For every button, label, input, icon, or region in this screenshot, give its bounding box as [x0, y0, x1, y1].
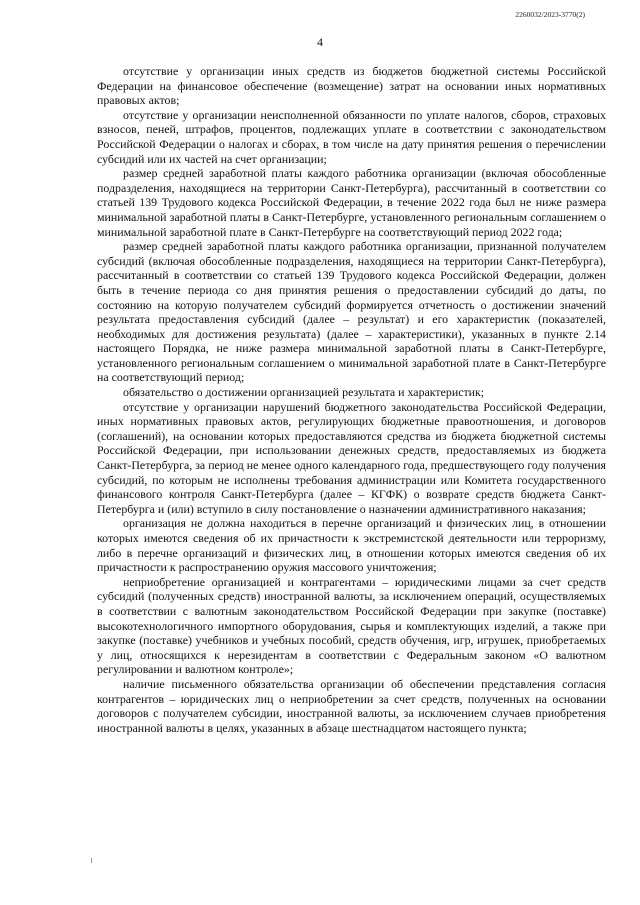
paragraph: отсутствие у организации иных средств из бюджетов бюджетной системы Российской Федерации на финансовое обеспечение (возмещение) затрат на основании иных нормативных правовых актов;: [97, 64, 606, 108]
scan-artifact: [91, 858, 92, 863]
paragraph: размер средней заработной платы каждого работника организации, признанной получателем субсидий (включая обособленные подразделения, находящиеся на территории Санкт-Петербурга), рассчитанный в соответствии со статьей 139 Трудового кодекса Российской Федерации, должен быть в течение периода со дня принятия решения о предоставлении субсидий до даты, по состоянию на которую получателем субсидий формируется отчетность о достижении значений результата предоставления субсидий (далее – результат) и его характеристик (показателей, необходимых для достижения результата) (далее – характеристики), указанных в пункте 2.14 настоящего Порядка, не ниже размера минимальной заработной платы в Санкт-Петербурге, установленного региональным соглашением о минимальной заработной плате в Санкт-Петербурге на соответствующий период;: [97, 239, 606, 385]
paragraph: организация не должна находиться в перечне организаций и физических лиц, в отношении которых имеются сведения об их причастности к экстремистской деятельности или терроризму, либо в перечне организаций и физических лиц, в отношении которых имеются сведения об их причастности к распространению оружия массового уничтожения;: [97, 516, 606, 575]
paragraph: обязательство о достижении организацией результата и характеристик;: [123, 385, 485, 400]
paragraph: наличие письменного обязательства организации об обеспечении представления согласия контрагентов – юридических лиц о неприобретении за счет средств, полученных на основании договоров с получателем субсидии, иностранной валюты, за исключением случаев приобретения иностранной валюты в целях, указанных в абзаце шестнадцатом настоящего пункта;: [97, 676, 606, 735]
paragraph: отсутствие у организации нарушений бюджетного законодательства Российской Федерации, иных нормативных правовых актов, регулирующих бюджетные правоотношения, и договоров (соглашений), на основании которых предоставляются средства из бюджета бюджетной системы Российской Федерации, при использовании денежных средств, предоставляемых из бюджета Санкт-Петербурга, за период не менее одного календарного года, предшествующего году получения субсидий, по которым не исполнены требования администрации или Комитета государственного финансового контроля Санкт-Петербурга (далее – КГФК) о возврате средств бюджета Санкт-Петербурга и (или) вступило в силу постановление о назначении административного наказания;: [97, 399, 606, 516]
paragraph: отсутствие у организации неисполненной обязанности по уплате налогов, сборов, страховых взносов, пеней, штрафов, процентов, подлежащих уплате в соответствии с законодательством Российской Федерации о налогах и сборах, в том числе на дату принятия решения о перечислении субсидий или их частей на счет организации;: [97, 107, 606, 166]
document-body: [97, 64, 606, 735]
page-number: 4: [317, 35, 323, 49]
paragraph: неприобретение организацией и контрагентами – юридическими лицами за счет средств субсидий (полученных средств) иностранной валюты, за исключением операций, осуществляемых в соответствии с валютным законодательством Российской Федерации при закупке (поставке) высокотехнологичного импортного оборудования, сырья и комплектующих изделий, а также при закупке (поставке) учебников и учебных пособий, средств обучения, игр, игрушек, приобретаемых у лиц, относящихся к нерезидентам в соответствии с Федеральным законом «О валютном регулировании и валютном контроле»;: [97, 574, 606, 677]
paragraph: размер средней заработной платы каждого работника организации (включая обособленные подразделения, находящиеся на территории Санкт-Петербурга), рассчитанный в соответствии со статьей 139 Трудового кодекса Российской Федерации, в течение 2022 года был не ниже размера минимальной заработной платы в Санкт-Петербурге, установленного региональным соглашением о минимальной заработной плате в Санкт-Петербурге на соответствующий период 2022 года;: [97, 166, 606, 239]
document-number: 2260032/2023-3770(2): [515, 10, 585, 19]
